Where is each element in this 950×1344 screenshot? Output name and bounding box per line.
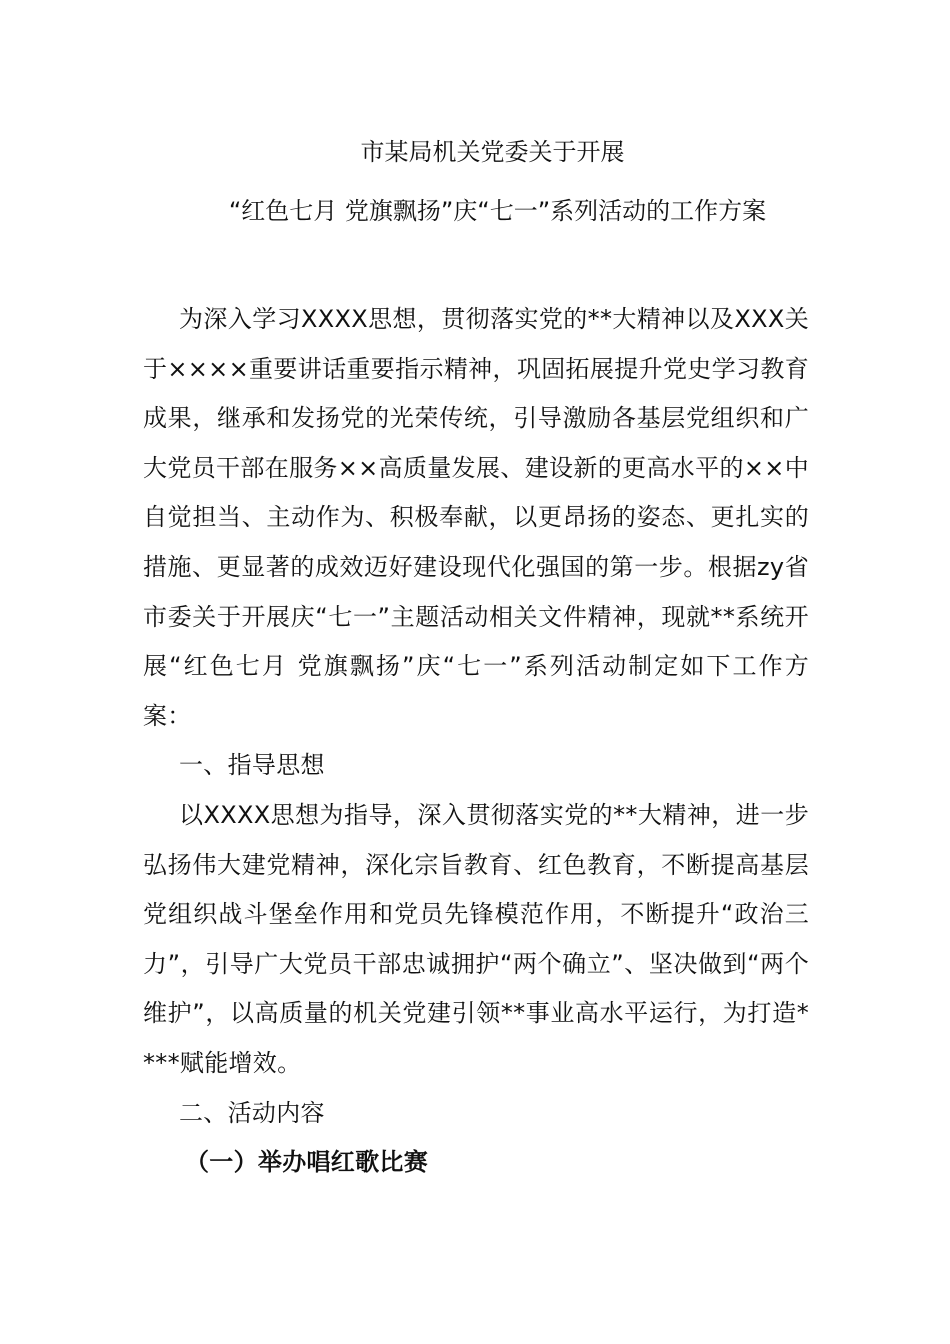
section-heading-guiding-ideology: 一、指导思想 [179, 751, 325, 780]
subsection-heading-red-song-contest: （一）举办唱红歌比赛 [185, 1148, 428, 1177]
document-body [143, 295, 809, 1188]
document-title-line-1: 市某局机关党委关于开展 [360, 138, 625, 166]
guiding-ideology-paragraph: 以XXXX思想为指导，深入贯彻落实党的**大精神，进一步弘扬伟大建党精神，深化宗旨教育、红色教育，不断提高基层党组织战斗堡垒作用和党员先锋模范作用，不断提升“政治三力”，引导广大党员干部忠诚拥护“两个确立”、坚决做到“两个维护”，以高质量的机关党建引领**事业高水平运行，为打造****赋能增效。 [143, 800, 810, 1077]
section-heading-activity-content: 二、活动内容 [179, 1098, 325, 1127]
intro-paragraph: 为深入学习XXXX思想，贯彻落实党的**大精神以及XXX关于××××重要讲话重要指示精神，巩固拓展提升党史学习教育成果，继承和发扬党的光荣传统，引导激励各基层党组织和广大党员干部在服务××高质量发展、建设新的更高水平的××中自觉担当、主动作为、积极奉献，以更昂扬的姿态、更扎实的措施、更显著的成效迈好建设现代化强国的第一步。根据zy省市委关于开展庆“七一”主题活动相关文件精神，现就**系统开展“红色七月 党旗飘扬”庆“七一”系列活动制定如下工作方案： [143, 305, 809, 730]
document-title-line-2: “红色七月 党旗飘扬”庆“七一”系列活动的工作方案 [228, 197, 767, 225]
